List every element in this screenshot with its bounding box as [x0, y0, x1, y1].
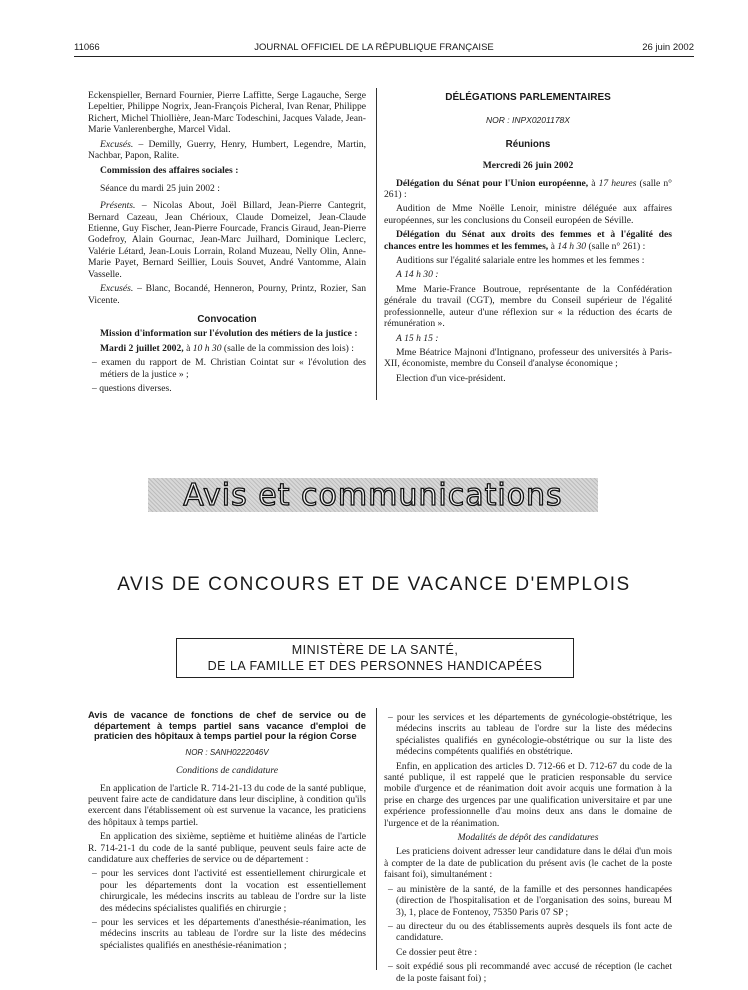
delegation1-a: à [588, 177, 599, 189]
mardi-bold: Mardi 2 juillet 2002, [100, 342, 184, 354]
ministry-line1: MINISTÈRE DE LA SANTÉ, [291, 643, 459, 657]
list-item: – soit expédié sous pli recommandé avec accusé de réception (le cachet de la poste faisant foi) ; [388, 961, 672, 984]
excuses-label: Excusés. [100, 138, 134, 150]
delegation2-rest: (salle n° 261) : [586, 240, 646, 252]
excuses-paragraph [88, 139, 366, 162]
paragraph: En application de l'article R. 714-21-13 du code de la santé publique, peuvent faire acte de candidature dans leur discipline, à condition qu'ils exercent dans l'établissement où est survenue la vacance, les praticiens des hôpitaux à temps partiel. [88, 782, 366, 828]
text2: Mme Béatrice Majnoni d'Intignano, professeur des universités à Paris-XII, économiste, membre du Conseil d'analyse économique ; [384, 346, 672, 370]
list-item: – au directeur du ou des établissements auprès desquels ils font acte de candidature. [388, 920, 672, 944]
page-number: 11066 [74, 42, 100, 53]
text3: Election d'un vice-président. [396, 372, 506, 384]
paragraph: Les praticiens doivent adresser leur candidature dans le délai d'un mois à compter de la date de publication du présent avis (le cachet de la poste faisant foi), simultanément : [384, 846, 672, 881]
list-item: – pour les services et les départements de gynécologie-obstétrique, les médecins inscrits au tableau de l'ordre sur la liste des médecins spécialistes qualifiés en gynécologie-obstétrique ou sur la liste des médecins compétents qualifiés en obstétrique. [388, 712, 672, 758]
ministry-box [176, 638, 574, 678]
left-top-column [88, 90, 366, 397]
nor-code: NOR : INPX0201178X [486, 115, 570, 126]
journal-title: JOURNAL OFFICIEL DE LA RÉPUBLIQUE FRANÇAISE [254, 42, 494, 53]
banner-text: Avis et communications [183, 477, 563, 513]
seance-line: Séance du mardi 25 juin 2002 : [100, 182, 220, 194]
list-item: – pour les services dont l'activité est essentiellement chirurgicale et pour les départements dont la vocation est essentiellement chirurgicale, les médecins inscrits au tableau de l'ordre sur la liste des médecins spécialistes qualifiés en chirurgie ; [92, 868, 366, 914]
excuses2-label: Excusés. [100, 283, 134, 295]
list-item: – au ministère de la santé, de la famille et des personnes handicapées (direction de l'hospitalisation et de l'organisation des soins, bureau M 3), 1, place de Fontenoy, 75350 Paris 07 SP ; [388, 883, 672, 918]
delegation1-rest: (salle n° 261) : [384, 177, 672, 201]
delegation2-bold: Délégation du Sénat aux droits des femmes et à l'égalité des chances entre les hommes et les femmes, [384, 229, 672, 252]
members-text: Eckenspieller, Bernard Fournier, Pierre Laffitte, Serge Lagauche, Serge Lepeltier, Philippe Nogrix, Jean-François Picheral, Ivan Renar, Philippe Richert, Michel Thiollière, Jean-Marc Todeschini, Jacques Valade, Jean-Marie Vanlerenberghe, Marcel Vidal. [88, 90, 366, 136]
excuses2-text: – Blanc, Bocandé, Henneron, Pourny, Printz, Rozier, San Vicente. [88, 283, 366, 306]
delegation2-time: 14 h 30 [557, 240, 587, 252]
delegation1-line [384, 178, 672, 201]
subtitle: Modalités de dépôt des candidatures [457, 832, 599, 844]
right-top-column [384, 92, 672, 387]
header-rule [74, 56, 694, 57]
delegations-title: DÉLÉGATIONS PARLEMENTAIRES [445, 92, 611, 103]
delegation2-a: à [548, 240, 558, 252]
excuses-text: – Demilly, Guerry, Henry, Humbert, Legendre, Martin, Nachbar, Papon, Ralite. [88, 138, 366, 162]
mardi-line [88, 343, 366, 354]
excuses2-paragraph [88, 283, 366, 306]
column-divider [376, 708, 377, 970]
delegation1-time: 17 heures [598, 177, 637, 189]
presents-text: – Nicolas About, Joël Billard, Jean-Pierre Cantegrit, Bernard Cazeau, Jean Chérioux, Claude Domeizel, Jean-Claude Etienne, Guy Fischer, Jean-Pierre Fourcade, Francis Giraud, Jean-Pierre Godefroy, Alain Gournac, Jean-Marc Juilhard, Dominique Leclerc, Valérie Létard, Jean-Louis Lorrain, Roland Muzeau, Nelly Olin, Anne-Marie Payet, Bernard Seillier, Louis Souvet, André Vantomme, Alain Vasselle. [88, 200, 366, 280]
header-date: 26 juin 2002 [642, 42, 694, 53]
nor-code: NOR : SANH0222046V [185, 747, 269, 757]
mardi-a: à [183, 342, 193, 354]
text1: Mme Marie-France Boutroue, représentante de la Confédération générale du travail (CGT), membre du Conseil supérieur de l'égalité professionnelle, auteur d'une réflexion sur « la réduction des écarts de rémunération ». [384, 283, 672, 330]
paragraph: Ce dossier peut être : [396, 946, 477, 958]
mardi-rest: (salle de la commission des lois) : [221, 342, 354, 354]
column-divider [376, 88, 377, 400]
convocation-title: Convocation [197, 313, 257, 325]
paragraph: Enfin, en application des articles D. 712-66 et D. 712-67 du code de la santé publique, il est rappelé que le praticien responsable du service mobile d'urgence et de réanimation doit avoir acquis une formation à la prise en charge des urgences par une qualification universitaire et par une expérience professionnelle d'au moins deux ans dans le domaine de l'urgence et de la réanimation. [384, 760, 672, 829]
reunions-title: Réunions [505, 138, 551, 150]
time1: A 14 h 30 : [396, 269, 439, 281]
delegation2-text: Auditions sur l'égalité salariale entre les hommes et les femmes : [396, 255, 645, 267]
list-item: – questions diverses. [92, 382, 172, 394]
time2: A 15 h 15 : [396, 332, 439, 344]
avis-title: Avis de vacance de fonctions de chef de service ou de département à temps partiel sans vacance d'emploi de praticien des hôpitaux à temps partiel pour la région Corse [88, 709, 366, 742]
delegation2-line [384, 229, 672, 252]
avis-banner [148, 478, 598, 512]
presents-label: Présents. [100, 200, 136, 212]
section-title: AVIS DE CONCOURS ET DE VACANCE D'EMPLOIS [117, 574, 631, 595]
subtitle: Conditions de candidature [176, 765, 278, 777]
delegation1-text: Audition de Mme Noëlle Lenoir, ministre déléguée aux affaires européennes, sur les conclusions du Conseil européen de Séville. [384, 203, 672, 226]
bottom-left-column [88, 710, 366, 954]
ministry-line2: DE LA FAMILLE ET DES PERSONNES HANDICAPÉES [207, 659, 543, 673]
date-line: Mercredi 26 juin 2002 [482, 160, 574, 172]
paragraph: En application des sixième, septième et huitième alinéas de l'article R. 714-21-1 du code de la santé publique, peuvent seuls faire acte de candidature aux chefferies de service ou de département : [88, 831, 366, 866]
commission-title: Commission des affaires sociales : [100, 165, 239, 177]
bottom-right-column [384, 712, 672, 987]
list-item: – examen du rapport de M. Christian Cointat sur « l'évolution des métiers de la justice » ; [92, 357, 366, 380]
mission-title: Mission d'information sur l'évolution des métiers de la justice : [100, 328, 358, 340]
delegation1-bold: Délégation du Sénat pour l'Union européenne, [396, 177, 589, 189]
list-item: – pour les services et les départements d'anesthésie-réanimation, les médecins inscrits au tableau de l'ordre sur la liste des médecins spécialistes qualifiés en anesthésie-réanimation ; [92, 917, 366, 951]
mardi-time: 10 h 30 [192, 342, 222, 354]
presents-paragraph [88, 200, 366, 280]
